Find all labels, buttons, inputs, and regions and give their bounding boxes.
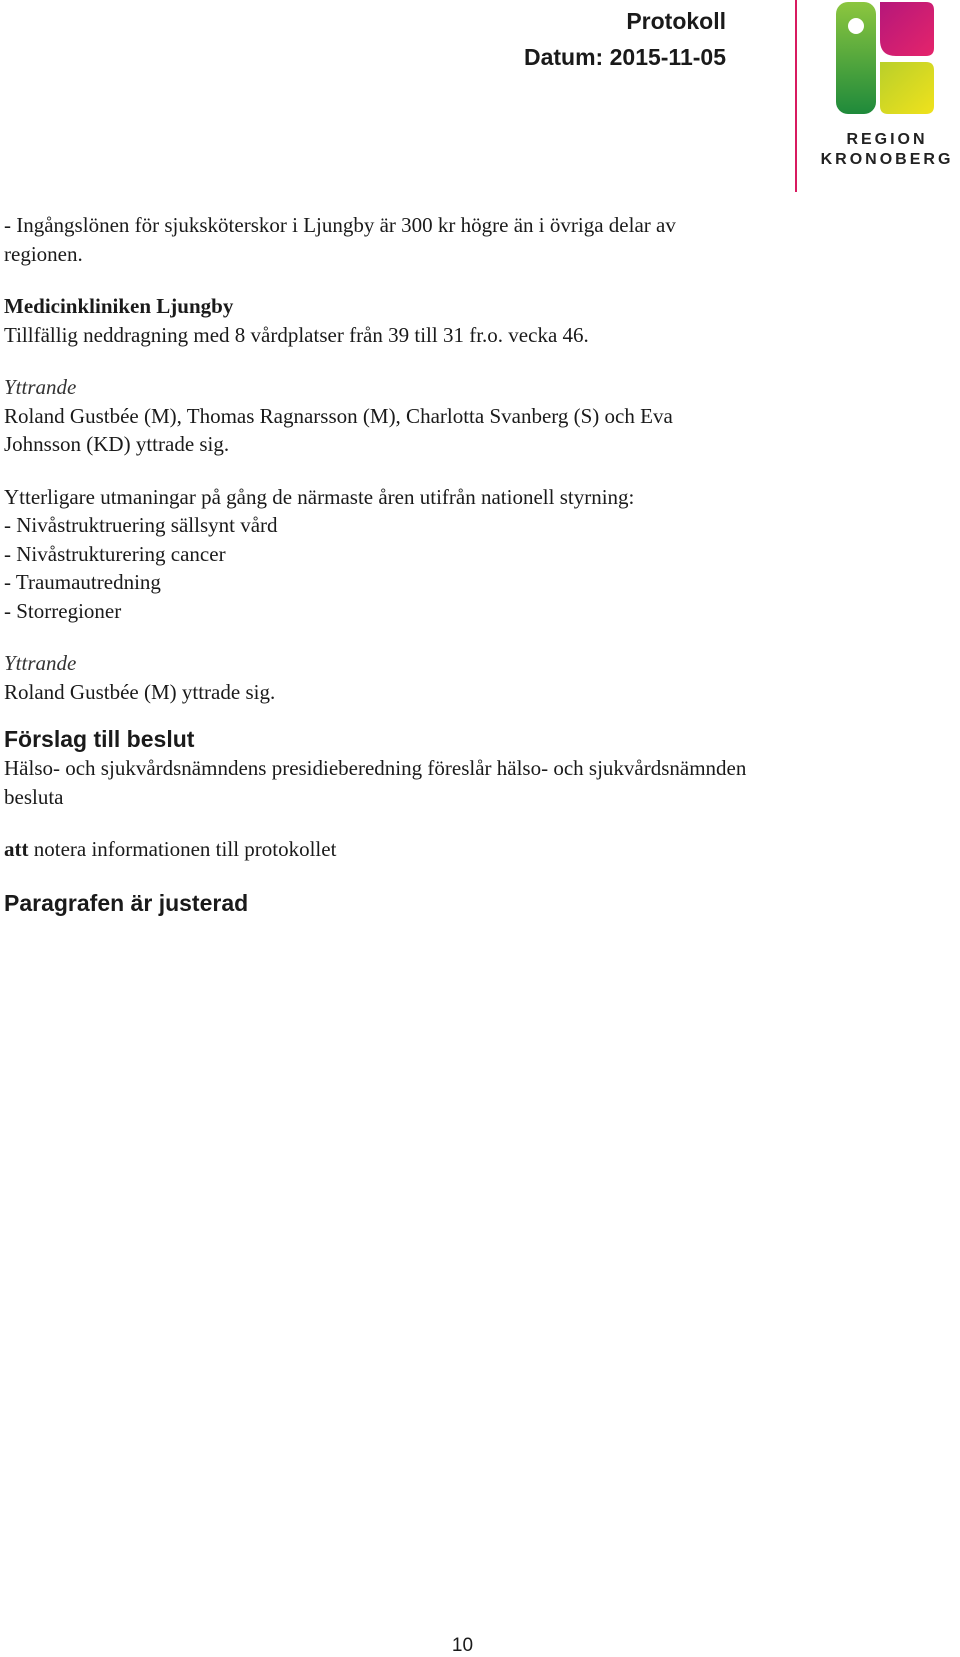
document-type: Protokoll bbox=[626, 8, 726, 34]
intro-line-2: regionen. bbox=[4, 241, 83, 266]
proposal-text-line-2: besluta bbox=[4, 784, 64, 809]
list-item: - Traumautredning bbox=[4, 570, 161, 594]
document-date: Datum: 2015-11-05 bbox=[524, 44, 726, 70]
intro-line-1: - Ingångslönen för sjuksköterskor i Ljungby är 300 kr högre än i övriga delar av bbox=[4, 213, 676, 237]
list-item: - Nivåstrukturering cancer bbox=[4, 541, 226, 566]
page-number: 10 bbox=[451, 1635, 474, 1656]
region-kronoberg-logo-icon bbox=[836, 2, 940, 122]
decision-text: notera informationen till protokollet bbox=[28, 837, 337, 861]
statement-text: Roland Gustbée (M) yttrade sig. bbox=[4, 679, 276, 704]
proposal-heading: Förslag till beslut bbox=[4, 726, 195, 752]
logo-wordmark bbox=[814, 130, 960, 170]
proposal-text-line-1: Hälso- och sjukvårdsnämndens presidieberedning föreslår hälso- och sjukvårdsnämnden bbox=[4, 756, 747, 780]
challenges-intro: Ytterligare utmaningar på gång de närmaste åren utifrån nationell styrning: bbox=[4, 484, 635, 509]
document-header bbox=[524, 6, 726, 72]
clinic-text: Tillfällig neddragning med 8 vårdplatser från 39 till 31 fr.o. vecka 46. bbox=[4, 322, 589, 347]
logo-line-region: REGION bbox=[846, 131, 928, 148]
statement-text-line-1: Roland Gustbée (M), Thomas Ragnarsson (M), Charlotta Svanberg (S) och Eva bbox=[4, 403, 673, 428]
statement-label: Yttrande bbox=[4, 375, 77, 399]
statement-label: Yttrande bbox=[4, 651, 77, 675]
document-body bbox=[4, 211, 904, 918]
clinic-heading: Medicinkliniken Ljungby bbox=[4, 294, 234, 318]
logo-line-kronoberg: KRONOBERG bbox=[820, 151, 954, 168]
list-item: - Nivåstruktruering sällsynt vård bbox=[4, 513, 278, 537]
final-heading: Paragrafen är justerad bbox=[4, 889, 249, 916]
header-divider bbox=[795, 0, 797, 192]
decision-line bbox=[4, 835, 904, 864]
att-keyword: att bbox=[4, 837, 29, 861]
statement-text-line-2: Johnsson (KD) yttrade sig. bbox=[4, 432, 230, 456]
list-item: - Storregioner bbox=[4, 598, 122, 623]
